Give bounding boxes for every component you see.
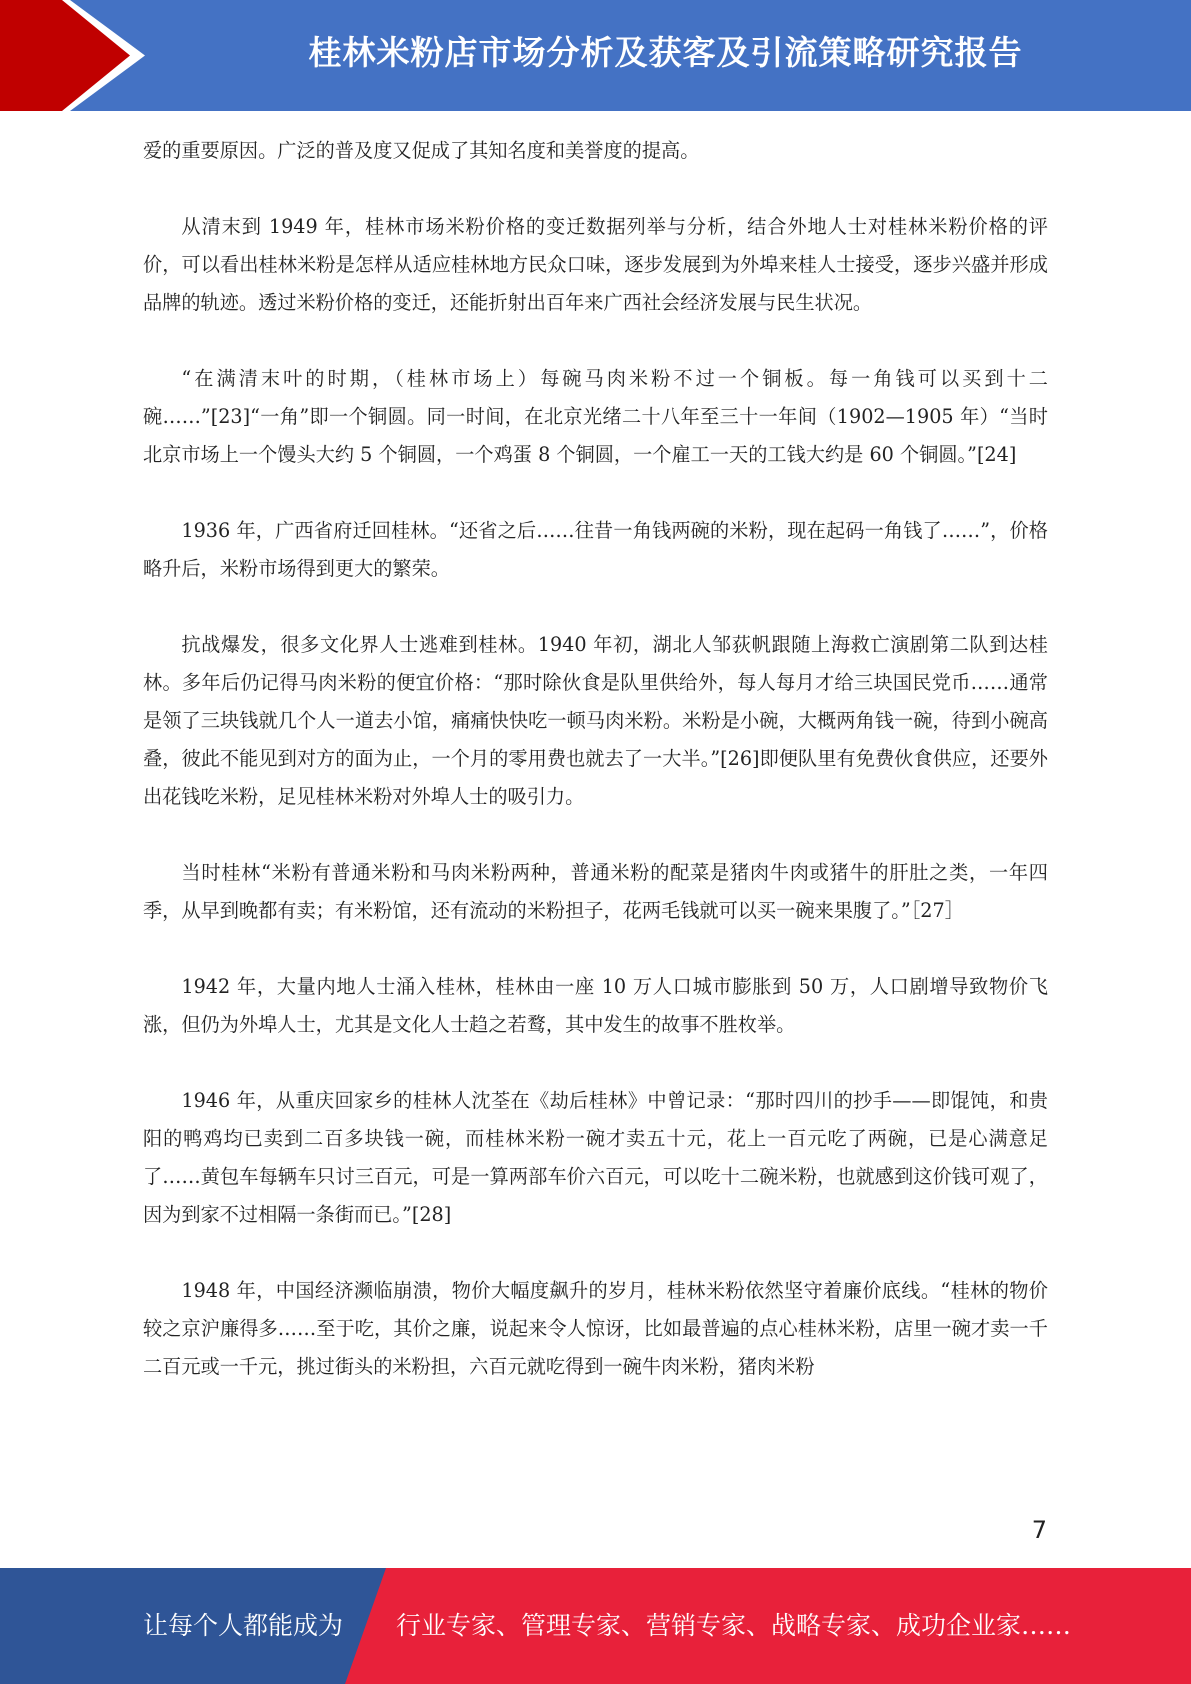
paragraph: 从清末到 1949 年，桂林市场米粉价格的变迁数据列举与分析，结合外地人士对桂林米粉价格的评价，可以看出桂林米粉是怎样从适应桂林地方民众口味，逐步发展到为外埠来桂人士接受，逐步兴盛并形成品牌的轨迹。透过米粉价格的变迁，还能折射出百年来广西社会经济发展与民生状况。 [143,215,1048,314]
page-footer [0,1568,1191,1684]
paragraph: 爱的重要原因。广泛的普及度又促成了其知名度和美誉度的提高。 [143,139,700,162]
paragraph: 1948 年，中国经济濒临崩溃，物价大幅度飙升的岁月，桂林米粉依然坚守着廉价底线。“桂林的物价较之京沪廉得多……至于吃，其价之廉，说起来令人惊讶，比如最普遍的点心桂林米粉，店里一碗才卖一千二百元或一千元，挑过街头的米粉担，六百元就吃得到一碗牛肉米粉，猪肉米粉 [143,1279,1048,1378]
header-arrow-decoration [0,0,160,111]
paragraph: 1936 年，广西省府迁回桂林。“还省之后……往昔一角钱两碗的米粉，现在起码一角钱了……”，价格略升后，米粉市场得到更大的繁荣。 [143,519,1048,580]
paragraph: 抗战爆发，很多文化界人士逃难到桂林。1940 年初，湖北人邹荻帆跟随上海救亡演剧第二队到达桂林。多年后仍记得马肉米粉的便宜价格：“那时除伙食是队里供给外，每人每月才给三块国民党币……通常是领了三块钱就几个人一道去小馆，痛痛快快吃一顿马肉米粉。米粉是小碗，大概两角钱一碗，待到小碗高叠，彼此不能见到对方的面为止，一个月的零用费也就去了一大半。”[26]即便队里有免费伙食供应，还要外出花钱吃米粉，足见桂林米粉对外埠人士的吸引力。 [143,633,1048,808]
paragraph: 1946 年，从重庆回家乡的桂林人沈荃在《劫后桂林》中曾记录：“那时四川的抄手——即馄饨，和贵阳的鸭鸡均已卖到二百多块钱一碗，而桂林米粉一碗才卖五十元，花上一百元吃了两碗，已是心满意足了……黄包车每辆车只讨三百元，可是一算两部车价六百元，可以吃十二碗米粉，也就感到这价钱可观了，因为到家不过相隔一条街而已。”[28] [143,1089,1048,1226]
body-text [143,132,1048,1424]
page-header [0,0,1191,111]
footer-slogan-left: 让每个人都能成为 [143,1611,344,1640]
paragraph: 当时桂林“米粉有普通米粉和马肉米粉两种，普通米粉的配菜是猪肉牛肉或猪牛的肝肚之类，一年四季，从早到晚都有卖；有米粉馆，还有流动的米粉担子，花两毛钱就可以买一碗来果腹了。”［27］ [143,861,1048,922]
paragraph: “在满清末叶的时期，（桂林市场上）每碗马肉米粉不过一个铜板。每一角钱可以买到十二碗……”[23]“一角”即一个铜圆。同一时间，在北京光绪二十八年至三十一年间（1902—1905 年）“当时北京市场上一个馒头大约 5 个铜圆，一个鸡蛋 8 个铜圆，一个雇工一天的工钱大约是 60 个铜圆。”[24] [143,367,1048,466]
report-title: 桂林米粉店市场分析及获客及引流策略研究报告 [308,33,1023,72]
footer-slogan-right: 行业专家、管理专家、营销专家、战略专家、成功企业家…… [396,1611,1072,1640]
page-number: 7 [1031,1516,1047,1544]
paragraph: 1942 年，大量内地人士涌入桂林，桂林由一座 10 万人口城市膨胀到 50 万，人口剧增导致物价飞涨，但仍为外埠人士，尤其是文化人士趋之若鹜，其中发生的故事不胜枚举。 [143,975,1048,1036]
